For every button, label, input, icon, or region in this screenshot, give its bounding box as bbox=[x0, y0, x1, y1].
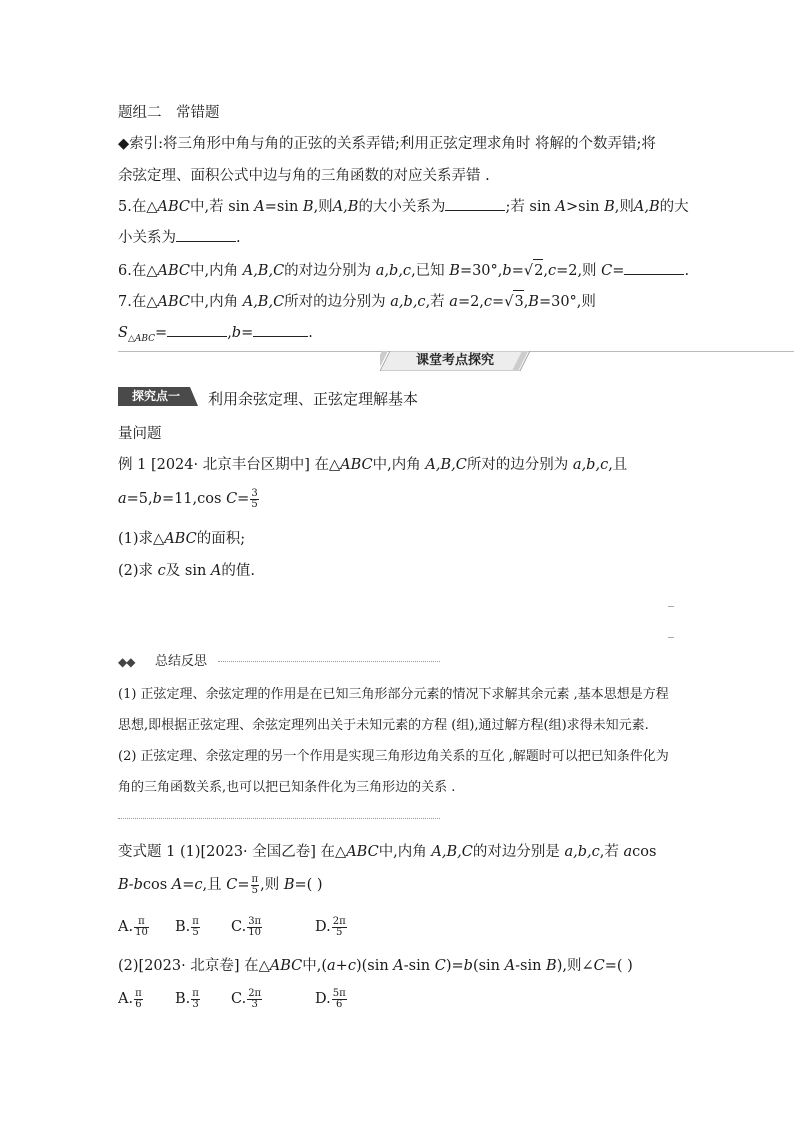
option-c[interactable]: C. $\frac{3\pi}{10}$ bbox=[231, 915, 262, 938]
variant-1-options bbox=[118, 916, 418, 942]
answer-blank[interactable] bbox=[445, 196, 505, 211]
index-text-line1: ◆索引:将三角形中角与角的正弦的关系弄错;利用正弦定理求角时 将解的个数弄错;将 bbox=[118, 136, 656, 152]
answer-blank[interactable] bbox=[167, 322, 227, 337]
margin-mark bbox=[668, 637, 674, 638]
option-a[interactable]: A. $\frac{\pi}{6}$ bbox=[118, 987, 142, 1010]
example-1-line1: 例 1 [2024· 北京丰台区期中] 在△ABC中,内角 A,B,C所对的边分别为 a,b,c,且 bbox=[118, 457, 628, 473]
example-1-q2: (2)求 c及 sin A的值. bbox=[118, 563, 256, 579]
section-title: 题组二 常错题 bbox=[118, 105, 220, 121]
question-7-line1: 7.在△ABC中,内角 A,B,C所对的边分别为 a,b,c,若 a=2,c=√3,B=30°,则 bbox=[118, 290, 596, 313]
answer-blank[interactable] bbox=[624, 260, 684, 275]
variant-1-line2: B-bcos A=c,且 C= $\frac{\pi}{5}$ ,则 B=( ) bbox=[118, 873, 323, 896]
margin-mark bbox=[668, 606, 674, 607]
point-title-line2: 量问题 bbox=[118, 426, 162, 442]
option-a[interactable]: A. $\frac{\pi}{10}$ bbox=[118, 915, 148, 938]
diamond-icon: ◆◆ bbox=[118, 655, 135, 669]
example-1-line2: a=5,b=11,cos C= $\frac{3}{5}$ bbox=[118, 487, 258, 510]
question-5-line2: 小关系为 . bbox=[118, 227, 241, 249]
option-d[interactable]: D. $\frac{5\pi}{6}$ bbox=[315, 987, 346, 1010]
variant-1-line1: 变式题 1 (1)[2023· 全国乙卷] 在△ABC中,内角 A,B,C的对边分别是 a,b,c,若 acos bbox=[118, 844, 657, 860]
question-7-line2: $S_{\triangle ABC}= ,b=$ . bbox=[118, 322, 313, 350]
point-title: 利用余弦定理、正弦定理解基本 bbox=[208, 390, 419, 408]
answer-blank[interactable] bbox=[253, 322, 308, 337]
variant-2-options bbox=[118, 988, 418, 1014]
option-d[interactable]: D. $\frac{2\pi}{5}$ bbox=[315, 915, 346, 938]
banner-label: 课堂考点探究 bbox=[415, 353, 494, 368]
summary-bottom-divider bbox=[118, 818, 440, 819]
question-6: 6.在△ABC中,内角 A,B,C的对边分别为 a,b,c,已知 B=30°,b=√2,c=2,则 C= . bbox=[118, 259, 689, 282]
answer-blank[interactable] bbox=[176, 227, 236, 242]
summary-divider bbox=[218, 661, 440, 662]
index-text-line2: 余弦定理、面积公式中边与角的三角函数的对应关系弄错 . bbox=[118, 168, 490, 184]
option-b[interactable]: B. $\frac{\pi}{3}$ bbox=[175, 987, 199, 1010]
variant-2-line1: (2)[2023· 北京卷] 在△ABC中,(a+c)(sin A-sin C)=b(sin A-sin B),则∠C=( ) bbox=[118, 958, 633, 974]
summary-p1-l2: 思想,即根据正弦定理、余弦定理列出关于未知元素的方程 (组),通过解方程(组)求得未知元素. bbox=[118, 718, 649, 733]
summary-title: 总结反思 bbox=[155, 654, 208, 669]
summary-p2-l1: (2) 正弦定理、余弦定理的另一个作用是实现三角形边角关系的互化 ,解题时可以把已知条件化为 bbox=[118, 749, 669, 764]
example-1-q1: (1)求△ABC的面积; bbox=[118, 531, 246, 547]
question-5-line1: 5.在△ABC中,若 sin A=sin B,则A,B的大小关系为 ;若 sin A>sin B,则A,B的大 bbox=[118, 196, 689, 218]
summary-p2-l2: 角的三角函数关系,也可以把已知条件化为三角形边的关系 . bbox=[118, 780, 456, 795]
point-tag-label: 探究点一 bbox=[131, 389, 180, 403]
option-c[interactable]: C. $\frac{2\pi}{3}$ bbox=[231, 987, 262, 1010]
option-b[interactable]: B. $\frac{\pi}{5}$ bbox=[175, 915, 199, 938]
summary-p1-l1: (1) 正弦定理、余弦定理的作用是在已知三角形部分元素的情况下求解其余元素 ,基本思想是方程 bbox=[118, 687, 669, 702]
